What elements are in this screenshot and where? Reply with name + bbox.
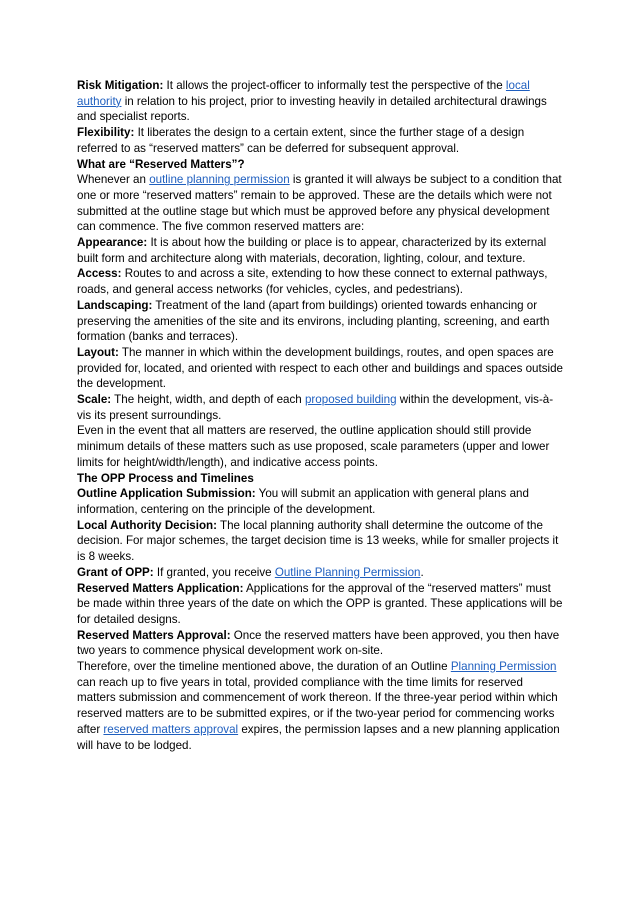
scale-text-end: within the development, vis-à-vis its present surroundings. [77, 393, 554, 422]
flexibility-label: Flexibility: [77, 126, 135, 140]
grant-label: Grant of OPP: [77, 565, 154, 579]
therefore-text-middle: can reach up to five years in total, provided compliance with the time limits for reserved matters submission and commencement of work thereon. If the three-year period within which reserved matters are to be submitted expires, or if the two-year period for commencing works after [77, 675, 558, 736]
access-paragraph [77, 266, 563, 297]
grant-text-end: . [420, 565, 424, 579]
local-decision-paragraph [77, 518, 563, 565]
access-text: Routes to and across a site, extending to how these connect to external pathways, roads, and general access networks (for vehicles, cycles, and pedestrians). [77, 267, 548, 297]
local-decision-label: Local Authority Decision: [77, 518, 217, 532]
rm-approval-label: Reserved Matters Approval: [77, 628, 231, 642]
flexibility-text: It liberates the design to a certain extent, since the further stage of a design referred to as “reserved matters” can be deferred for subsequent approval. [77, 126, 525, 155]
risk-mitigation-text: It allows the project-officer to informally test the perspective of the [163, 79, 506, 92]
scale-text: The height, width, and depth of each [111, 393, 305, 407]
whenever-text-end: is granted it will always be subject to a condition that one or more “reserved matters” remain to be approved. These are the details which were not submitted at the outline stage but which must be approved before any physical development can commence. The five common reserved matters are: [77, 173, 562, 234]
landscaping-text: Treatment of the land (apart from buildings) oriented towards enhancing or preserving the amenities of the site and its environs, including planting, screening, and earth formation (banks and terraces). [77, 298, 550, 344]
rm-application-paragraph [77, 581, 563, 628]
reserved-matters-approval-link[interactable]: reserved matters approval [103, 722, 239, 736]
proposed-building-link[interactable]: proposed building [304, 393, 397, 407]
reserved-matters-heading: What are “Reserved Matters”? [77, 157, 245, 171]
landscaping-label: Landscaping: [77, 298, 153, 312]
landscaping-paragraph [77, 298, 563, 345]
therefore-text-end: expires, the permission lapses and a new planning application will have to be lodged. [77, 722, 560, 752]
risk-mitigation-paragraph [77, 78, 563, 125]
rm-approval-text: Once the reserved matters have been approved, you then have two years to commence physical development work on-site. [77, 628, 560, 658]
opp-process-heading: The OPP Process and Timelines [77, 471, 254, 485]
planning-permission-link[interactable]: Planning Permission [450, 660, 557, 674]
appearance-label: Appearance: [77, 236, 148, 250]
outline-submission-paragraph [77, 486, 563, 517]
local-authority-link[interactable]: local authority [77, 79, 530, 108]
outline-planning-permission-link[interactable]: outline planning permission [149, 173, 290, 187]
access-label: Access: [77, 267, 122, 281]
outline-planning-permission-link-2[interactable]: Outline Planning Permission [274, 565, 421, 579]
even-paragraph: Even in the event that all matters are reserved, the outline application should still provide minimum details of these matters such as use proposed, scale parameters (upper and lower limits for height/width/length), and indicative access points. [77, 424, 550, 469]
layout-paragraph [77, 345, 563, 392]
layout-label: Layout: [77, 345, 119, 359]
outline-submission-label: Outline Application Submission: [77, 487, 256, 501]
whenever-text: Whenever an [77, 173, 150, 187]
whenever-paragraph [77, 172, 563, 235]
document-page [77, 78, 563, 753]
therefore-text: Therefore, over the timeline mentioned above, the duration of an Outline [77, 660, 451, 674]
flexibility-paragraph [77, 125, 563, 156]
appearance-text: It is about how the building or place is to appear, characterized by its external built form and architecture along with materials, decoration, lighting, colour, and texture. [77, 236, 547, 265]
appearance-paragraph [77, 235, 563, 266]
local-decision-text: The local planning authority shall determine the outcome of the decision. For major schemes, the target decision time is 13 weeks, while for smaller projects it is 8 weeks. [77, 518, 559, 564]
rm-application-text: Applications for the approval of the “reserved matters” must be made within three years of the date on which the OPP is granted. These applications will be for detailed designs. [77, 581, 563, 626]
rm-application-label: Reserved Matters Application: [77, 581, 244, 595]
grant-text: If granted, you receive [153, 565, 275, 579]
scale-paragraph [77, 392, 563, 423]
grant-paragraph [77, 565, 563, 581]
layout-text: The manner in which within the development buildings, routes, and open spaces are provided for, located, and oriented with respect to each other and buildings and spaces outside the development. [77, 345, 563, 391]
therefore-paragraph [77, 659, 563, 753]
scale-label: Scale: [77, 393, 112, 407]
risk-mitigation-label: Risk Mitigation: [77, 79, 164, 92]
outline-submission-text: You will submit an application with general plans and information, centering on the principle of the development. [77, 487, 529, 516]
rm-approval-paragraph [77, 628, 563, 659]
risk-mitigation-text-end: in relation to his project, prior to investing heavily in detailed architectural drawings and specialist reports. [77, 94, 547, 124]
